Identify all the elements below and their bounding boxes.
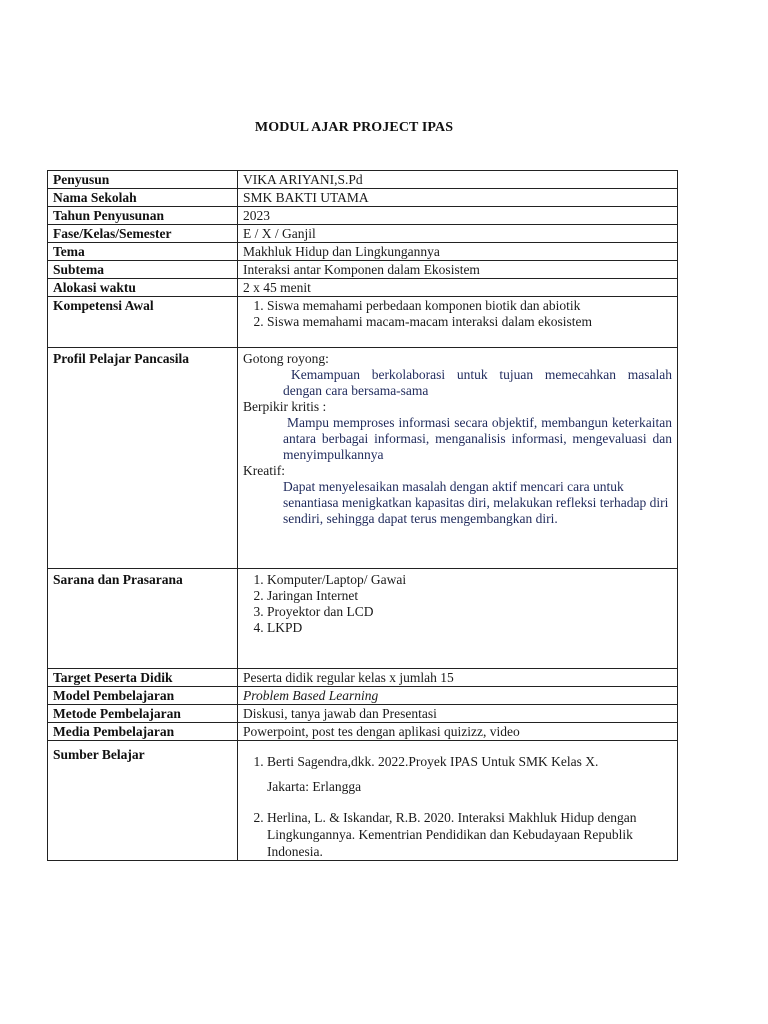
table-row (48, 189, 678, 207)
list-item: 1. Komputer/Laptop/ Gawai (267, 572, 672, 588)
table-row (48, 741, 678, 861)
row-label: Model Pembelajaran (48, 687, 238, 705)
table-row (48, 348, 678, 569)
table-row (48, 669, 678, 687)
kompetensi-list (243, 298, 672, 330)
row-label: Alokasi waktu (48, 279, 238, 297)
sekolah-value: SMK BAKTI UTAMA (238, 189, 678, 207)
row-label: Subtema (48, 261, 238, 279)
reference-line: Berti Sagendra,dkk. 2022.Proyek IPAS Untuk SMK Kelas X. (267, 754, 599, 769)
metode-value: Diskusi, tanya jawab dan Presentasi (238, 705, 678, 723)
list-item: 1. Siswa memahami perbedaan komponen biotik dan abiotik (267, 298, 672, 314)
table-row (48, 279, 678, 297)
row-label: Nama Sekolah (48, 189, 238, 207)
table-row (48, 207, 678, 225)
subtema-value: Interaksi antar Komponen dalam Ekosistem (238, 261, 678, 279)
kompetensi-value (238, 297, 678, 348)
table-row (48, 225, 678, 243)
row-label: Profil Pelajar Pancasila (48, 348, 238, 569)
row-label: Sarana dan Prasarana (48, 569, 238, 669)
penyusun-value: VIKA ARIYANI,S.Pd (238, 171, 678, 189)
model-value: Problem Based Learning (238, 687, 678, 705)
target-value: Peserta didik regular kelas x jumlah 15 (238, 669, 678, 687)
profil-section-desc: Kemampuan berkolaborasi untuk tujuan memecahkan masalah dengan cara bersama-sama (283, 367, 672, 398)
row-label: Target Peserta Didik (48, 669, 238, 687)
table-row (48, 569, 678, 669)
fase-value: E / X / Ganjil (238, 225, 678, 243)
reference-line: Jakarta: Erlangga (267, 779, 362, 794)
profil-section-head: Kreatif: (243, 463, 285, 478)
alokasi-value: 2 x 45 menit (238, 279, 678, 297)
row-label: Kompetensi Awal (48, 297, 238, 348)
row-label: Fase/Kelas/Semester (48, 225, 238, 243)
module-info-table (47, 170, 678, 861)
row-label: Sumber Belajar (48, 741, 238, 861)
profil-section-head: Berpikir kritis : (243, 399, 327, 414)
sarana-value (238, 569, 678, 669)
document-title: MODUL AJAR PROJECT IPAS (254, 120, 454, 135)
profil-section-desc: Mampu memproses informasi secara objektif, membangun keterkaitan antara berbagai informasi, menganalisis informasi, mengevaluasi dan menyimpulkannya (283, 415, 672, 462)
sumber-value (238, 741, 678, 861)
tema-value: Makhluk Hidup dan Lingkungannya (238, 243, 678, 261)
row-label: Tema (48, 243, 238, 261)
table-row (48, 261, 678, 279)
tahun-value: 2023 (238, 207, 678, 225)
table-row (48, 687, 678, 705)
row-label: Penyusun (48, 171, 238, 189)
sarana-list (243, 572, 672, 636)
profil-section-desc: Dapat menyelesaikan masalah dengan aktif mencari cara untuk senantiasa menigkatkan kapasitas diri, melakukan refleksi terhadap diri sendiri, sehingga dapat terus mengembangkan diri. (283, 479, 669, 526)
table-row (48, 297, 678, 348)
list-item: 3. Proyektor dan LCD (267, 604, 672, 620)
sumber-list (243, 753, 672, 860)
row-label: Media Pembelajaran (48, 723, 238, 741)
table-row (48, 705, 678, 723)
profil-section-head: Gotong royong: (243, 351, 329, 366)
list-item: 2. Siswa memahami macam-macam interaksi dalam ekosistem (267, 314, 672, 330)
row-label: Tahun Penyusunan (48, 207, 238, 225)
media-value: Powerpoint, post tes dengan aplikasi quizizz, video (238, 723, 678, 741)
list-item: 4. LKPD (267, 620, 672, 636)
table-row (48, 171, 678, 189)
table-row (48, 723, 678, 741)
row-label: Metode Pembelajaran (48, 705, 238, 723)
list-item: 2. Jaringan Internet (267, 588, 672, 604)
profil-value (238, 348, 678, 569)
table-row (48, 243, 678, 261)
list-item: 2. Herlina, L. & Iskandar, R.B. 2020. Interaksi Makhluk Hidup dengan Lingkungannya. Kementrian Pendidikan dan Kebudayaan Republik Indonesia. (267, 809, 672, 860)
list-item (267, 753, 672, 809)
